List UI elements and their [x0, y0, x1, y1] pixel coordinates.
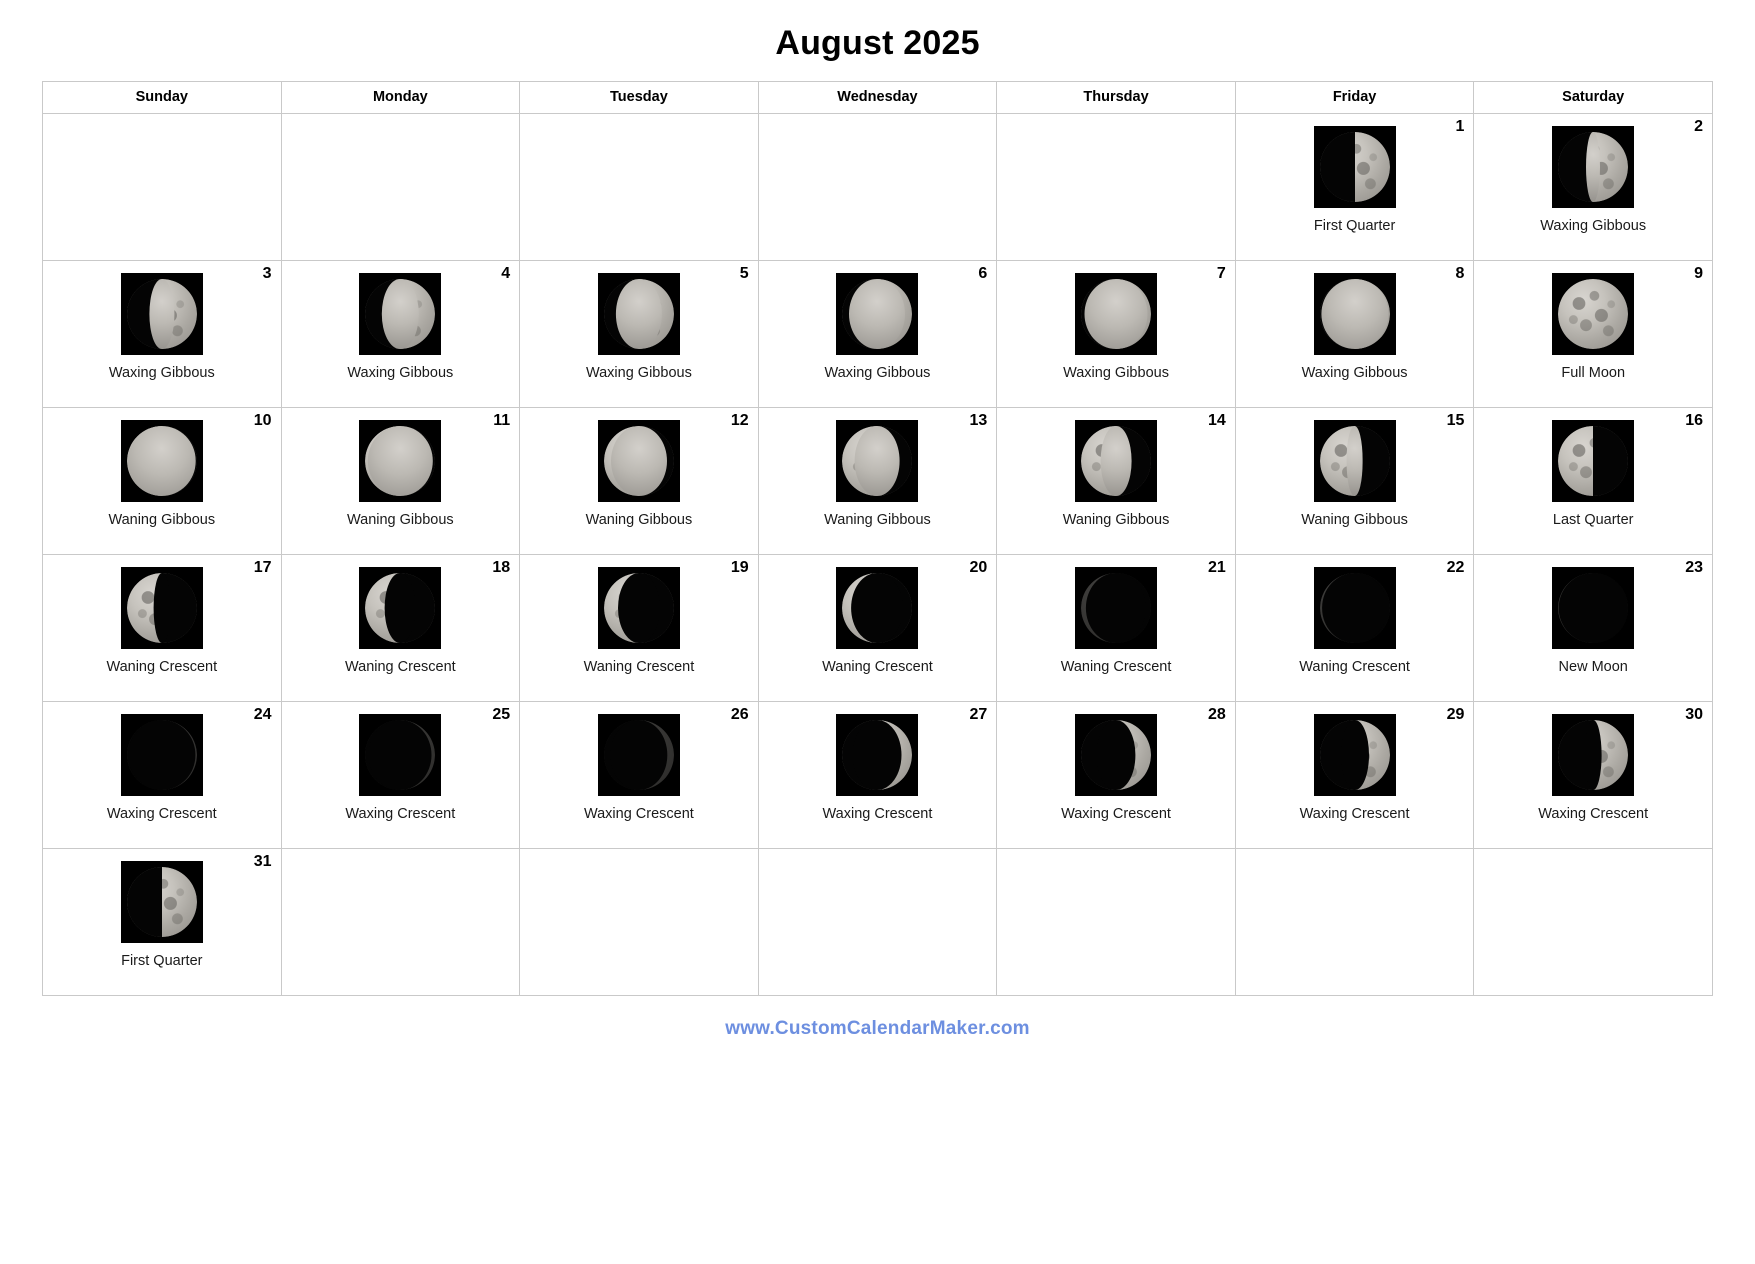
day-cell-content	[997, 261, 1235, 407]
day-number: 31	[253, 853, 272, 870]
day-number: 19	[730, 559, 749, 576]
moon-phase-image	[121, 420, 203, 502]
day-number: 9	[1694, 265, 1703, 282]
calendar-cell-empty	[43, 114, 282, 261]
moon-phase-image	[359, 420, 441, 502]
day-number: 12	[730, 412, 749, 429]
moon-phase-image	[359, 567, 441, 649]
day-cell-content	[43, 261, 281, 407]
day-number: 18	[492, 559, 511, 576]
moon-phase-image	[836, 714, 918, 796]
page-title: August 2025	[775, 24, 980, 62]
calendar-day-cell	[1235, 702, 1474, 849]
calendar-cell-empty	[281, 849, 520, 996]
moon-phase-label: New Moon	[1558, 659, 1628, 675]
moon-phase-label: Last Quarter	[1552, 512, 1634, 528]
calendar-day-cell	[1235, 261, 1474, 408]
calendar-day-cell	[997, 702, 1236, 849]
calendar-day-cell	[43, 555, 282, 702]
day-cell-content	[520, 408, 758, 554]
moon-phase-image	[121, 861, 203, 943]
day-cell-content	[520, 555, 758, 701]
moon-phase-image	[598, 567, 680, 649]
day-number: 3	[262, 265, 272, 282]
moon-phase-image	[1314, 567, 1396, 649]
moon-phase-label: Waning Gibbous	[347, 512, 454, 528]
moon-phase-label: Waning Crescent	[583, 659, 695, 675]
weekday-header-monday: Monday	[281, 82, 520, 114]
moon-phase-label: Waning Gibbous	[824, 512, 931, 528]
calendar-cell-empty	[520, 114, 759, 261]
weekday-header-thursday: Thursday	[997, 82, 1236, 114]
weekday-header-sunday: Sunday	[43, 82, 282, 114]
weekday-header-friday: Friday	[1235, 82, 1474, 114]
calendar-cell-empty	[1235, 849, 1474, 996]
moon-phase-label: Waning Crescent	[1060, 659, 1172, 675]
moon-phase-label: Waning Gibbous	[108, 512, 216, 528]
calendar-day-cell	[43, 849, 282, 996]
day-cell-content	[43, 849, 281, 995]
moon-phase-label: Waxing Crescent	[345, 806, 456, 822]
moon-phase-label: Waning Crescent	[106, 659, 218, 675]
day-number: 29	[1446, 706, 1465, 723]
calendar-cell-empty	[758, 114, 997, 261]
day-number: 25	[492, 706, 511, 723]
calendar-container	[42, 81, 1713, 996]
day-number: 15	[1446, 412, 1465, 429]
day-cell-content	[997, 408, 1235, 554]
calendar-day-cell	[520, 261, 759, 408]
weekday-header-row	[43, 82, 1713, 114]
day-cell-content	[1474, 702, 1712, 848]
moon-phase-label: Waxing Gibbous	[347, 365, 454, 381]
day-cell-content	[282, 555, 520, 701]
calendar-day-cell	[997, 261, 1236, 408]
day-cell-content	[997, 702, 1235, 848]
moon-phase-label: Waning Gibbous	[585, 512, 693, 528]
calendar-day-cell	[1474, 114, 1713, 261]
day-number: 24	[253, 706, 272, 723]
moon-phase-image	[359, 273, 441, 355]
calendar-day-cell	[1474, 261, 1713, 408]
moon-phase-image	[121, 273, 203, 355]
moon-phase-image	[359, 714, 441, 796]
calendar-day-cell	[281, 408, 520, 555]
moon-phase-image	[1552, 273, 1634, 355]
moon-phase-label: Waxing Gibbous	[1063, 365, 1169, 381]
calendar-day-cell	[43, 702, 282, 849]
day-cell-content	[1474, 408, 1712, 554]
moon-phase-image	[1314, 420, 1396, 502]
moon-phase-label: Waxing Gibbous	[824, 365, 931, 381]
day-cell-content	[759, 702, 997, 848]
calendar-day-cell	[997, 555, 1236, 702]
day-cell-content	[1236, 114, 1474, 260]
moon-phase-label: First Quarter	[121, 953, 203, 969]
moon-phase-label: Waxing Gibbous	[1540, 218, 1647, 234]
day-cell-content	[1236, 702, 1474, 848]
moon-phase-label: Waning Gibbous	[1301, 512, 1408, 528]
day-cell-content	[43, 555, 281, 701]
moon-phase-image	[1075, 567, 1157, 649]
calendar-week-row	[43, 114, 1713, 261]
day-number: 21	[1208, 559, 1226, 576]
calendar-week-row	[43, 849, 1713, 996]
day-number: 22	[1446, 559, 1465, 576]
calendar-day-cell	[43, 408, 282, 555]
day-cell-content	[1236, 555, 1474, 701]
moon-phase-image	[1552, 567, 1634, 649]
day-number: 28	[1208, 706, 1226, 723]
calendar-week-row	[43, 702, 1713, 849]
day-cell-content	[282, 408, 520, 554]
day-number: 20	[969, 559, 988, 576]
day-number: 17	[253, 559, 272, 576]
moon-phase-image	[1075, 273, 1157, 355]
calendar-day-cell	[758, 261, 997, 408]
calendar-page	[0, 24, 1755, 1264]
calendar-day-cell	[758, 702, 997, 849]
calendar-cell-empty	[520, 849, 759, 996]
calendar-cell-empty	[997, 114, 1236, 261]
calendar-day-cell	[1474, 555, 1713, 702]
day-cell-content	[1474, 555, 1712, 701]
moon-phase-image	[121, 714, 203, 796]
day-cell-content	[997, 555, 1235, 701]
moon-phase-image	[598, 273, 680, 355]
day-number: 30	[1685, 706, 1703, 723]
calendar-day-cell	[1474, 702, 1713, 849]
day-cell-content	[1236, 261, 1474, 407]
calendar-day-cell	[281, 555, 520, 702]
moon-phase-label: Waning Gibbous	[1062, 512, 1170, 528]
moon-phase-image	[1314, 714, 1396, 796]
day-number: 7	[1216, 265, 1226, 282]
calendar-cell-empty	[1474, 849, 1713, 996]
moon-phase-label: Waxing Gibbous	[585, 365, 692, 381]
calendar-body	[43, 114, 1713, 996]
calendar-cell-empty	[281, 114, 520, 261]
moon-phase-label: Waxing Crescent	[1299, 806, 1410, 822]
calendar-day-cell	[1235, 555, 1474, 702]
day-number: 23	[1685, 559, 1703, 576]
moon-phase-image	[598, 420, 680, 502]
moon-phase-image	[1075, 714, 1157, 796]
day-number: 4	[501, 265, 511, 282]
day-cell-content	[1236, 408, 1474, 554]
moon-phase-image	[836, 420, 918, 502]
calendar-day-cell	[281, 261, 520, 408]
calendar-cell-empty	[758, 849, 997, 996]
moon-phase-label: Waxing Crescent	[1061, 806, 1171, 822]
day-cell-content	[759, 408, 997, 554]
moon-phase-label: Waxing Crescent	[822, 806, 933, 822]
calendar-day-cell	[281, 702, 520, 849]
moon-phase-label: Waxing Gibbous	[1301, 365, 1408, 381]
moon-phase-label: Waning Crescent	[1299, 659, 1410, 675]
calendar-day-cell	[520, 702, 759, 849]
day-number: 8	[1455, 265, 1465, 282]
moon-phase-label: Full Moon	[1561, 365, 1626, 381]
day-cell-content	[520, 702, 758, 848]
day-cell-content	[43, 408, 281, 554]
calendar-week-row	[43, 261, 1713, 408]
calendar-day-cell	[1235, 114, 1474, 261]
calendar-day-cell	[520, 408, 759, 555]
day-number: 1	[1455, 118, 1465, 135]
moon-phase-image	[1314, 126, 1396, 208]
day-cell-content	[759, 261, 997, 407]
day-number: 27	[969, 706, 988, 723]
calendar-day-cell	[520, 555, 759, 702]
moon-phase-label: Waxing Crescent	[1538, 806, 1649, 822]
moon-phase-image	[1552, 420, 1634, 502]
moon-phase-label: Waning Crescent	[822, 659, 933, 675]
day-cell-content	[1474, 114, 1712, 260]
day-cell-content	[282, 702, 520, 848]
day-number: 16	[1685, 412, 1703, 429]
day-number: 26	[730, 706, 749, 723]
calendar-day-cell	[1474, 408, 1713, 555]
calendar-day-cell	[758, 408, 997, 555]
moon-phase-label: Waxing Gibbous	[108, 365, 215, 381]
day-cell-content	[282, 261, 520, 407]
moon-phase-image	[836, 567, 918, 649]
moon-phase-label: Waxing Crescent	[106, 806, 217, 822]
moon-phase-image	[1552, 126, 1634, 208]
calendar-cell-empty	[997, 849, 1236, 996]
weekday-header-wednesday: Wednesday	[758, 82, 997, 114]
moon-phase-image	[1075, 420, 1157, 502]
moon-phase-image	[836, 273, 918, 355]
moon-phase-image	[121, 567, 203, 649]
calendar-day-cell	[758, 555, 997, 702]
moon-phase-label: Waning Crescent	[345, 659, 456, 675]
day-number: 13	[969, 412, 988, 429]
calendar-day-cell	[1235, 408, 1474, 555]
day-number: 6	[978, 265, 988, 282]
moon-phase-image	[1552, 714, 1634, 796]
day-number: 10	[253, 412, 272, 429]
moon-phase-image	[598, 714, 680, 796]
day-number: 11	[493, 412, 511, 429]
calendar-week-row	[43, 408, 1713, 555]
month-calendar-table	[42, 81, 1713, 996]
calendar-day-cell	[997, 408, 1236, 555]
calendar-week-row	[43, 555, 1713, 702]
calendar-day-cell	[43, 261, 282, 408]
day-number: 2	[1694, 118, 1703, 135]
moon-phase-label: First Quarter	[1313, 218, 1396, 234]
weekday-header-saturday: Saturday	[1474, 82, 1713, 114]
moon-phase-image	[1314, 273, 1396, 355]
day-number: 5	[739, 265, 749, 282]
day-number: 14	[1208, 412, 1226, 429]
day-cell-content	[520, 261, 758, 407]
day-cell-content	[759, 555, 997, 701]
site-credit[interactable]: www.CustomCalendarMaker.com	[725, 1018, 1030, 1039]
day-cell-content	[43, 702, 281, 848]
moon-phase-label: Waxing Crescent	[583, 806, 694, 822]
weekday-header-tuesday: Tuesday	[520, 82, 759, 114]
day-cell-content	[1474, 261, 1712, 407]
